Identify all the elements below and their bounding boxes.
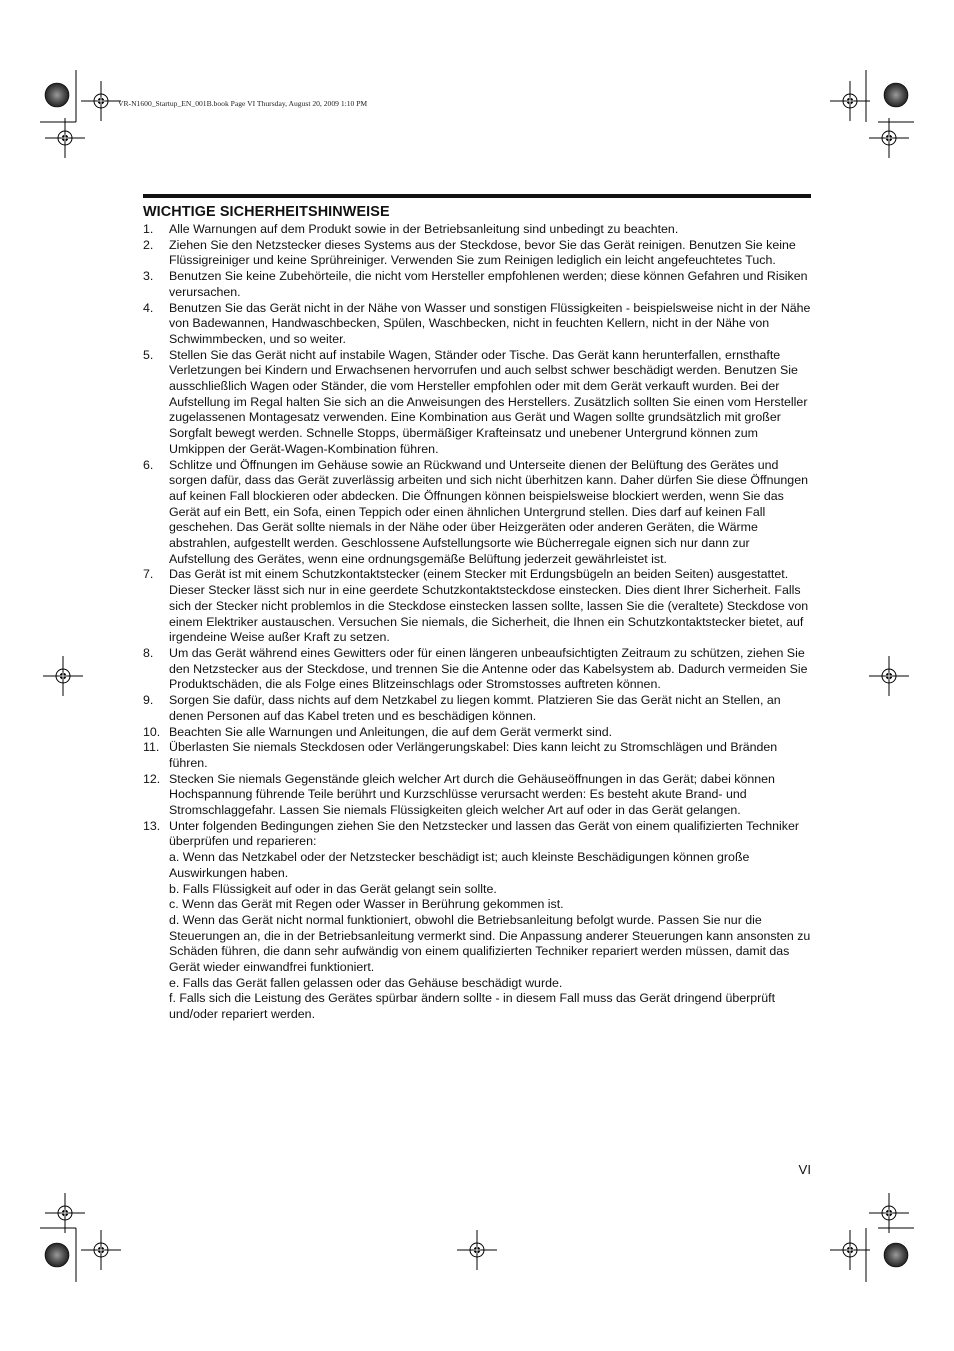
item-number: 8. [143, 645, 154, 660]
registration-mark-icon [869, 118, 909, 158]
sub-item: e. Falls das Gerät fallen gelassen oder das Gehäuse beschädigt wurde. [169, 975, 563, 990]
sub-item: c. Wenn das Gerät mit Regen oder Wasser in Berührung gekommen ist. [169, 897, 564, 912]
list-item [143, 222, 811, 238]
list-item [143, 238, 811, 269]
list-item [143, 567, 811, 646]
item-text: Schlitze und Öffnungen im Gehäuse sowie an Rückwand und Unterseite dienen der Belüftung des Gerätes und sorgen dafür, dass das Gerät zuverlässig arbeiten und sich nicht überhitzen kann. Daher dürfen Sie diese Öffnungen auf keinen Fall blockieren oder abdecken. Die Öffnungen können beispielsweise blockiert werden, wenn Sie das Gerät auf ein Bett, ein Sofa, einen Teppich oder einen ähnlichen Untergrund stellen. Dies darf auf keinen Fall geschehen. Das Gerät sollte niemals in der Nähe oder über Heizgeräten oder anderen Geräten, die Wärme abstrahlen, aufgestellt werden. Geschlossene Aufstellungsorte wie Bücherregale eignen sich nur dann zur Aufstellung des Gerätes, wenn eine ordnungsgemäße Belüftung jederzeit gewährleistet ist. [169, 457, 808, 566]
item-text: Benutzen Sie das Gerät nicht in der Nähe von Wasser und sonstigen Flüssigkeiten - beispielsweise nicht in der Nähe von Badewannen, Handwaschbecken, Spülen, Waschbecken, nicht in feuchten Kellern, nicht in der Nähe von Schwimmbecken, und so weiter. [169, 300, 811, 346]
item-number: 5. [143, 347, 154, 362]
section-title: WICHTIGE SICHERHEITSHINWEISE [143, 204, 390, 220]
item-number: 11. [143, 740, 160, 755]
registration-mark-icon [869, 656, 909, 696]
item-number: 10. [143, 724, 161, 739]
registration-mark-icon [43, 656, 83, 696]
registration-mark-icon [81, 81, 121, 121]
color-target-icon [45, 1243, 69, 1267]
item-text: Überlasten Sie niemals Steckdosen oder Verlängerungskabel: Dies kann leicht zu Stromschlägen und Bränden führen. [169, 740, 778, 770]
registration-mark-icon [457, 1230, 497, 1270]
file-info-header: VR-N1600_Startup_EN_001B.book Page VI Thursday, August 20, 2009 1:10 PM [118, 99, 368, 108]
registration-mark-icon [830, 1230, 870, 1270]
registration-mark-icon [869, 1193, 909, 1233]
item-text: Um das Gerät während eines Gewitters oder für einen längeren unbeaufsichtigten Zeitraum zu schützen, ziehen Sie den Netzstecker aus der Steckdose, und trennen Sie die Antenne oder das Kabelsystem ab. Dadurch vermeiden Sie Produktschäden, die als Folge eines Blitzeinschlags oder Stromstosses auftreten können. [169, 645, 808, 692]
registration-mark-icon [45, 118, 85, 158]
item-text: Alle Warnungen auf dem Produkt sowie in der Betriebsanleitung sind unbedingt zu beachten. [169, 222, 679, 236]
registration-mark-icon [45, 1193, 85, 1233]
list-item [143, 819, 811, 1023]
sub-item: d. Wenn das Gerät nicht normal funktioniert, obwohl die Betriebsanleitung befolgt wurde. Passen Sie nur die Steuerungen an, die in der Betriebsanleitung vermerkt sind. Die Anpassung anderer Steuerungen kann ansonsten zu Schäden führen, die dann sehr aufwändig von einem qualifizierten Techniker repariert werden müssen, damit das Gerät wieder einwandfrei funktioniert. [169, 912, 811, 975]
sub-item: f. Falls sich die Leistung des Gerätes spürbar ändern sollte - in diesem Fall muss das Gerät dringend überprüft und/oder repariert werden. [169, 991, 776, 1022]
item-number: 3. [143, 269, 154, 284]
sub-item: b. Falls Flüssigkeit auf oder in das Gerät gelangt sein sollte. [169, 881, 497, 896]
color-target-icon [884, 1243, 908, 1267]
list-item [143, 269, 811, 300]
registration-mark-icon [830, 81, 870, 121]
item-text: Unter folgenden Bedingungen ziehen Sie den Netzstecker und lassen das Gerät von einem qualifizierten Techniker überprüfen und reparieren: [169, 818, 800, 849]
list-item [143, 301, 811, 348]
item-text: Ziehen Sie den Netzstecker dieses Systems aus der Steckdose, bevor Sie das Gerät reinigen. Benutzen Sie keine Flüssigreiniger und keine Sprühreiniger. Verwenden Sie zum Reinigen lediglich ein leicht angefeuchtetes Tuch. [169, 237, 796, 268]
sub-item: a. Wenn das Netzkabel oder der Netzstecker beschädigt ist; auch kleinste Beschädigungen können große Auswirkungen haben. [169, 850, 750, 880]
color-target-icon [45, 83, 69, 107]
item-text: Stecken Sie niemals Gegenstände gleich welcher Art durch die Gehäuseöffnungen in das Gerät; dabei können Hochspannung führende Teile berührt und Kurzschlüsse verursacht werden: Es besteht akute Brand- und Stromschlaggefahr. Lassen Sie niemals Flüssigkeiten gleich welcher Art auf oder in das Gerät gelangen. [169, 771, 775, 818]
item-number: 13. [143, 818, 161, 833]
item-number: 9. [143, 693, 154, 708]
page-number: VI [798, 1162, 811, 1177]
item-number: 12. [143, 771, 161, 786]
safety-list [143, 222, 811, 1023]
color-target-icon [884, 83, 908, 107]
item-number: 4. [143, 300, 154, 315]
list-item [143, 458, 811, 568]
item-text: Stellen Sie das Gerät nicht auf instabile Wagen, Ständer oder Tische. Das Gerät kann herunterfallen, ernsthafte Verletzungen bei Kindern und Erwachsenen hervorrufen und auch selbst schwer beschädigt werden. Benutzen Sie ausschließlich Wagen oder Ständer, die vom Hersteller empfohlen oder mit dem Gerät verkauft wurden. Bei der Aufstellung im Regal halten Sie sich an die Anweisungen des Herstellers. Zusätzlich sollten Sie einen vom Hersteller zugelassenen Montagesatz verwenden. Eine Kombination aus Gerät und Wagen sollte grundsätzlich mit großer Sorgfalt bewegt werden. Schnelle Stopps, übermäßiger Krafteinsatz und unebener Untergrund können zum Umkippen der Gerät-Wagen-Kombination führen. [169, 347, 808, 456]
section-rule [143, 194, 811, 198]
item-text: Beachten Sie alle Warnungen und Anleitungen, die auf dem Gerät vermerkt sind. [169, 724, 613, 739]
list-item [143, 740, 811, 771]
list-item [143, 646, 811, 693]
item-text: Benutzen Sie keine Zubehörteile, die nicht vom Hersteller empfohlenen werden; diese können Gefahren und Risiken verursachen. [169, 269, 808, 299]
list-item [143, 772, 811, 819]
list-item [143, 348, 811, 458]
list-item [143, 725, 811, 741]
item-text: Das Gerät ist mit einem Schutzkontaktstecker (einem Stecker mit Erdungsbügeln an beiden Seiten) ausgestattet. Dieser Stecker lässt sich nur in eine geerdete Schutzkontaktsteckdose einstecken. Dies dient Ihrer Sicherheit. Falls sich der Stecker nicht problemlos in die Steckdose einstecken lassen sollte, lassen Sie die (veraltete) Steckdose von einem Elektriker austauschen. Versuchen Sie niemals, die Sicherheit, die Ihnen ein Schutzkontaktstecker bietet, auf irgendeine Weise außer Kraft zu setzen. [169, 567, 809, 645]
item-number: 2. [143, 237, 154, 252]
item-number: 1. [143, 222, 154, 236]
item-number: 6. [143, 457, 154, 472]
item-number: 7. [143, 567, 154, 582]
list-item [143, 693, 811, 724]
registration-mark-icon [81, 1230, 121, 1270]
item-text: Sorgen Sie dafür, dass nichts auf dem Netzkabel zu liegen kommt. Platzieren Sie das Gerät nicht an Stellen, an denen Personen auf das Kabel treten und es beschädigen können. [169, 693, 781, 723]
